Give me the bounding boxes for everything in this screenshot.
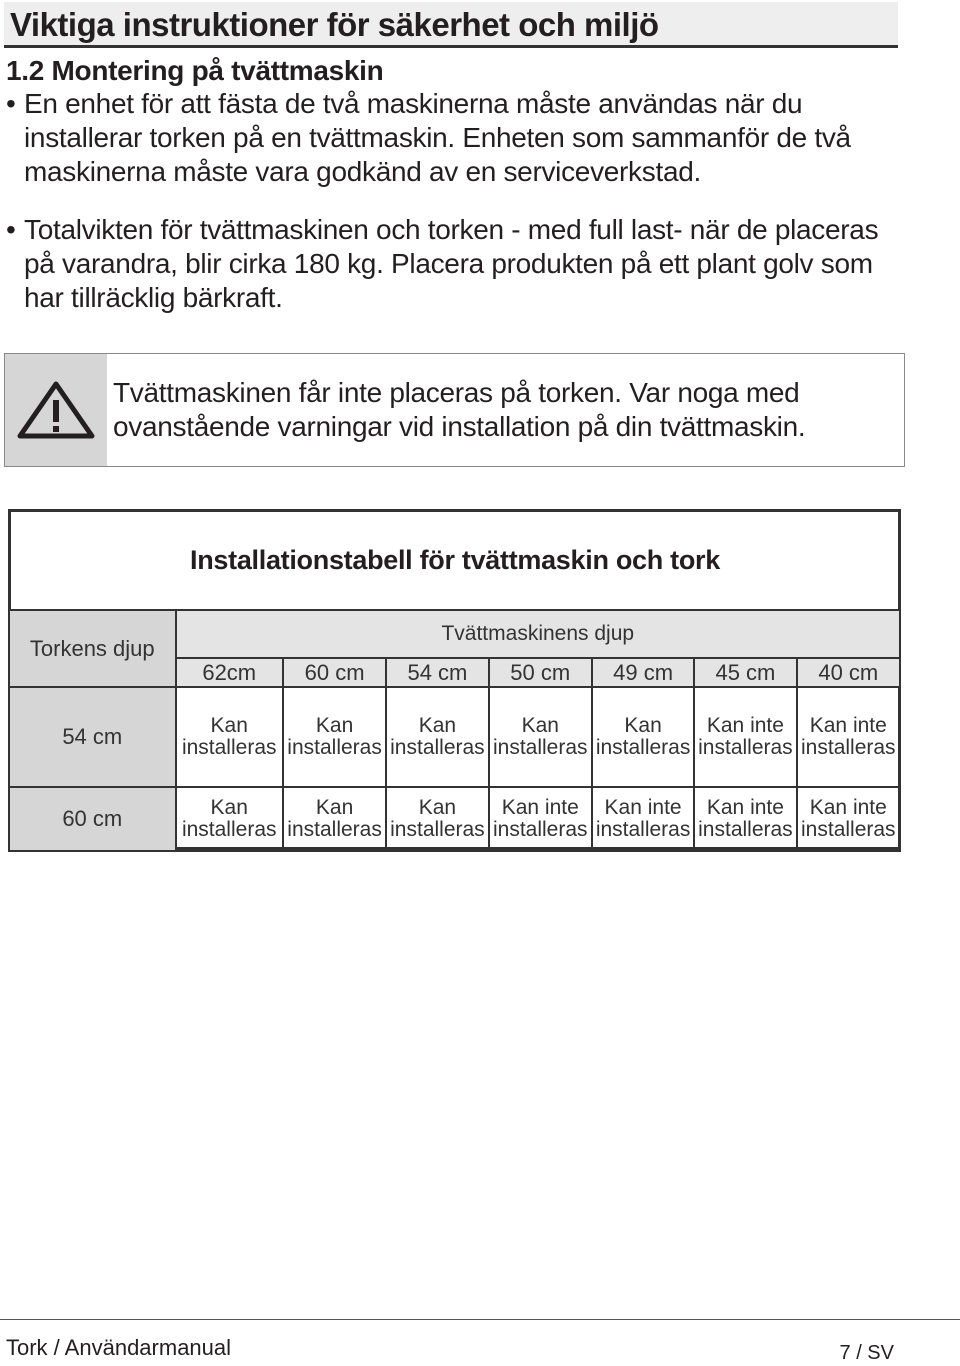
section-heading: 1.2 Montering på tvättmaskin (6, 55, 384, 86)
bullet-dot: • (6, 88, 16, 119)
table-cell: Kan installeras (489, 687, 592, 787)
table-cell: Kan inte installeras (694, 687, 796, 787)
table-cell: Kan inte installeras (592, 787, 694, 851)
table-cell: Kan installeras (386, 687, 488, 787)
column-group-label: Tvättmaskinens djup (176, 610, 900, 658)
table-cell: Kan installeras (176, 787, 283, 851)
column-header: 50 cm (489, 658, 592, 687)
column-header: 49 cm (592, 658, 694, 687)
installation-table (8, 609, 901, 852)
row-label: 54 cm (9, 687, 176, 787)
warning-text: Tvättmaskinen får inte placeras på torken. Var noga med ovanstående varningar vid installation på din tvättmaskin. (113, 377, 806, 442)
table-cell: Kan installeras (386, 787, 488, 851)
bullet-text: Totalvikten för tvättmaskinen och torken - med full last- när de placeras på varandra, blir cirka 180 kg. Placera produkten på ett plant golv som har tillräcklig bärkraft. (24, 214, 879, 313)
bullet-text: En enhet för att fästa de två maskinerna måste användas när du installerar torken på en tvättmaskin. Enheten som sammanför de två maskinerna måste vara godkänd av en serviceverkstad. (24, 88, 851, 187)
table-title: Installationstabell för tvättmaskin och tork (190, 545, 720, 575)
warning-box (4, 353, 905, 467)
bullet-dot: • (6, 214, 16, 245)
page-title: Viktiga instruktioner för säkerhet och miljö (4, 2, 898, 48)
column-header: 62cm (176, 658, 283, 687)
table-row (9, 787, 900, 851)
warning-triangle-icon (16, 380, 96, 440)
bullet-item (6, 87, 896, 189)
table-cell: Kan inte installeras (489, 787, 592, 851)
footer-document-title: Tork / Användarmanual (6, 1335, 232, 1360)
column-header: 40 cm (797, 658, 900, 687)
footer-divider (0, 1319, 960, 1320)
bullet-item (6, 213, 896, 315)
table-cell: Kan installeras (283, 687, 386, 787)
table-cell: Kan inte installeras (694, 787, 796, 851)
table-row (9, 687, 900, 787)
table-cell: Kan inte installeras (797, 687, 900, 787)
row-label: 60 cm (9, 787, 176, 851)
table-cell: Kan inte installeras (797, 787, 900, 851)
row-header-label: Torkens djup (9, 610, 176, 687)
table-cell: Kan installeras (283, 787, 386, 851)
table-cell: Kan installeras (592, 687, 694, 787)
warning-icon-cell (5, 354, 107, 466)
column-header: 54 cm (386, 658, 488, 687)
column-header: 60 cm (283, 658, 386, 687)
table-cell: Kan installeras (176, 687, 283, 787)
column-header: 45 cm (694, 658, 796, 687)
footer-page-number: 7 / SV (839, 1342, 894, 1364)
